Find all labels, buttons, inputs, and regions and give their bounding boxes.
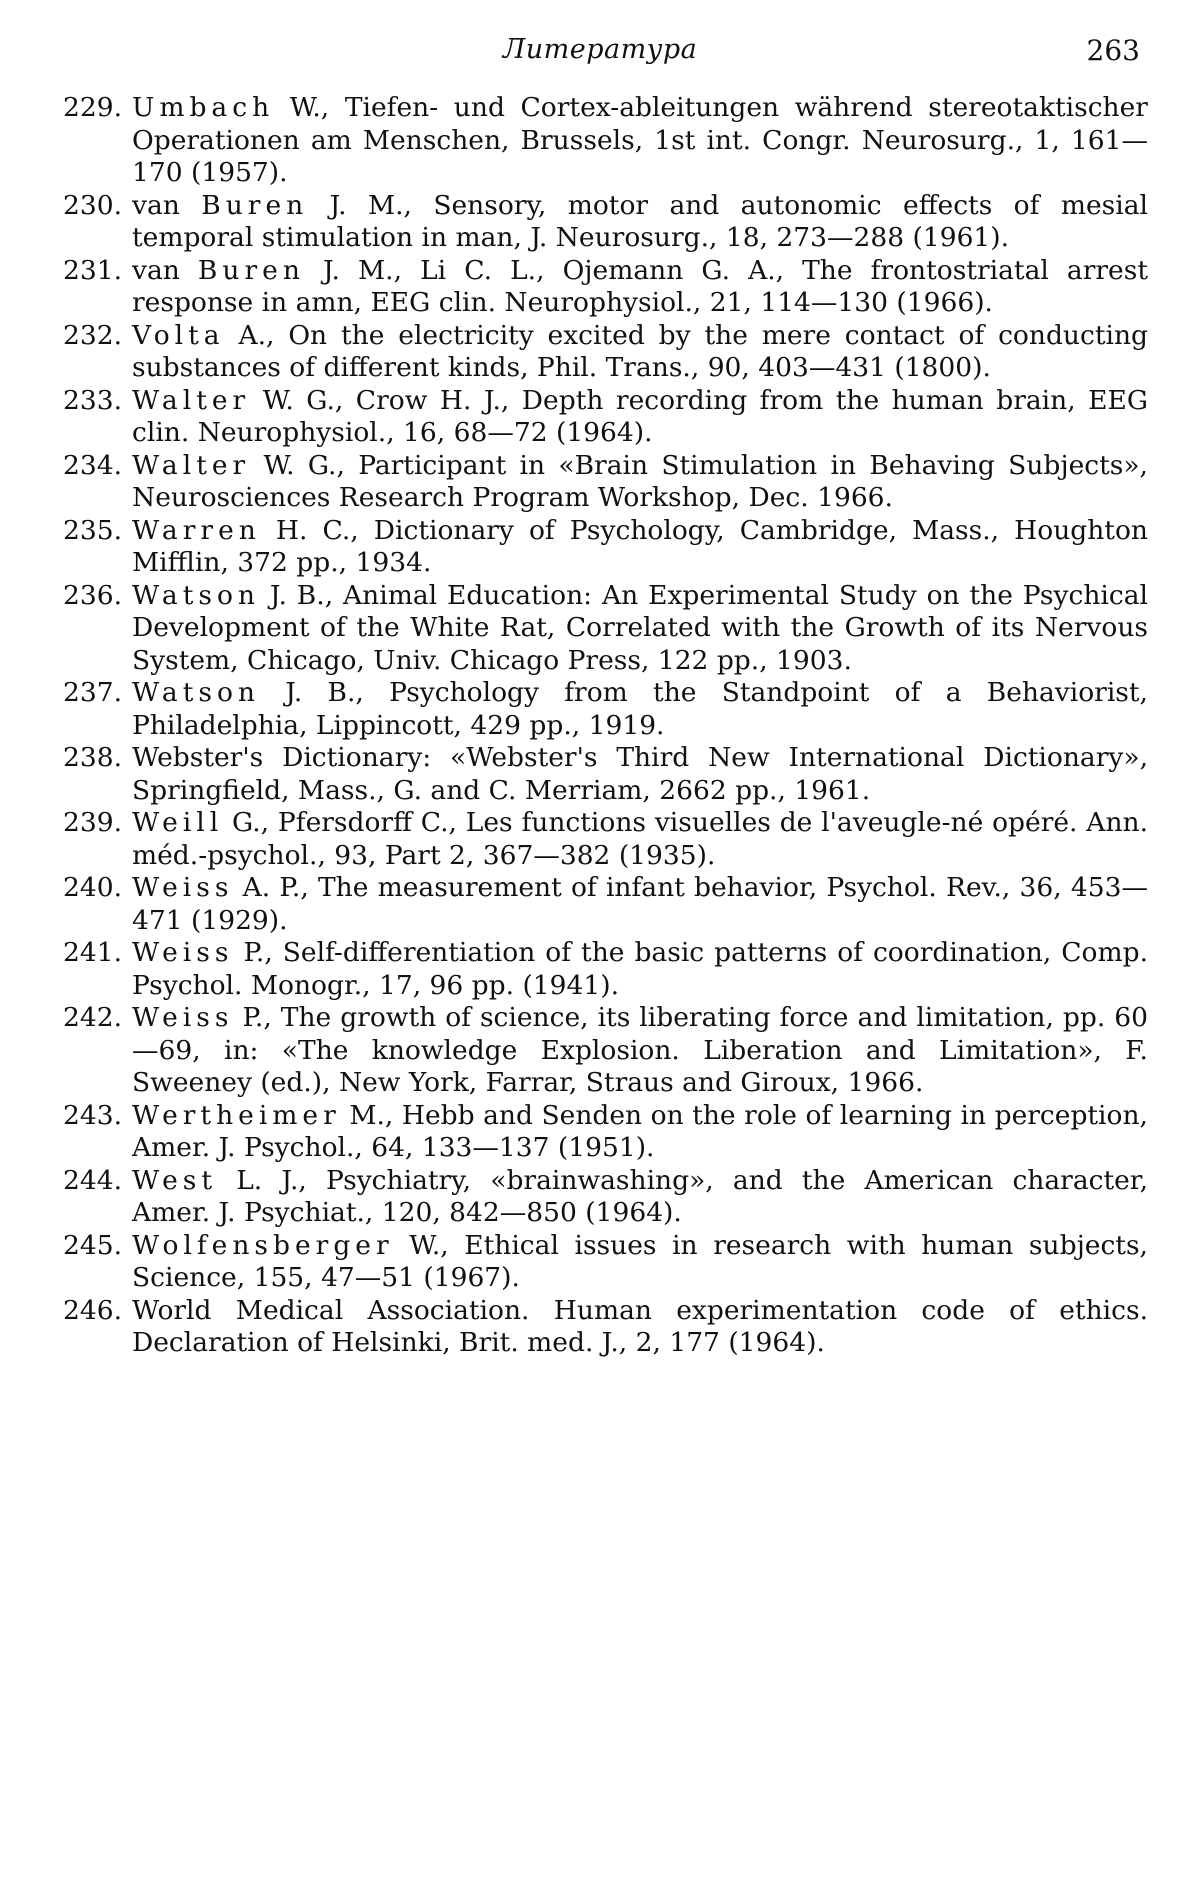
reference-number: 236. <box>62 579 122 611</box>
citation-body: J. B., Animal Education: An Experimental Study on the Psychical Development of the White Rat, Correlated with the Growth of its Nervous System, Chicago, Univ. Chicago Press, 122 pp., 1903. <box>132 579 1148 676</box>
reference-item <box>52 677 1148 742</box>
reference-number: 240. <box>62 872 122 903</box>
reference-text <box>132 937 1148 1002</box>
reference-item <box>52 807 1148 872</box>
reference-item <box>52 1295 1148 1360</box>
author-name: Weiss <box>132 1002 234 1033</box>
reference-text <box>132 677 1148 742</box>
reference-number: 242. <box>62 1002 122 1033</box>
author-prefix: van <box>132 189 202 221</box>
reference-item <box>52 92 1148 190</box>
citation-body: Webster's Dictionary: «Webster's Third New International Dictionary», Springfield, Mass., G. and C. Merriam, 2662 pp., 1961. <box>132 742 1148 806</box>
reference-text <box>132 872 1148 937</box>
reference-text <box>132 255 1148 320</box>
reference-text <box>132 385 1148 450</box>
reference-list <box>52 92 1148 1360</box>
citation-body: P., The growth of science, its liberating force and limitation, pp. 60—69, in: «The knowledge Explosion. Liberation and Limitation», F. Sweeney (ed.), New York, Farrar, Straus and Giroux, 1966. <box>132 1002 1148 1098</box>
author-name: Volta <box>132 319 225 351</box>
reference-text <box>132 807 1148 872</box>
reference-text <box>132 320 1148 385</box>
author-name: Warren <box>132 514 261 546</box>
author-prefix: van <box>132 254 198 286</box>
reference-number: 237. <box>62 677 122 708</box>
author-name: Buren <box>197 254 305 286</box>
reference-item <box>52 515 1148 580</box>
citation-body: J. B., Psychology from the Standpoint of a Behaviorist, Philadelphia, Lippincott, 429 pp., 1919. <box>132 677 1148 741</box>
reference-text <box>132 1100 1148 1165</box>
author-name: Watson <box>132 677 261 708</box>
reference-number: 235. <box>62 514 122 546</box>
reference-number: 232. <box>62 319 122 351</box>
reference-text <box>132 580 1148 678</box>
reference-item <box>52 320 1148 385</box>
reference-text <box>132 742 1148 807</box>
citation-body: H. C., Dictionary of Psychology, Cambridge, Mass., Houghton Mifflin, 372 pp., 1934. <box>132 514 1148 578</box>
reference-item <box>52 190 1148 255</box>
author-name: Walter <box>132 449 251 481</box>
running-title: Литература <box>502 34 698 65</box>
citation-body: P., Self-differentiation of the basic patterns of coordination, Comp. Psychol. Monogr., 17, 96 pp. (1941). <box>132 937 1148 1001</box>
reference-item <box>52 937 1148 1002</box>
author-name: Umbach <box>132 92 275 123</box>
citation-body: L. J., Psychiatry, «brainwashing», and the American character, Amer. J. Psychiat., 120, 842—850 (1964). <box>132 1164 1148 1228</box>
citation-body: World Medical Association. Human experimentation code of ethics. Declaration of Helsinki, Brit. med. J., 2, 177 (1964). <box>132 1294 1148 1358</box>
reference-number: 246. <box>62 1294 122 1326</box>
reference-number: 243. <box>62 1099 122 1131</box>
reference-item <box>52 1002 1148 1100</box>
reference-text <box>132 92 1148 190</box>
reference-text <box>132 1165 1148 1230</box>
reference-item <box>52 1100 1148 1165</box>
author-name: Walter <box>132 384 251 416</box>
reference-number: 233. <box>62 384 122 416</box>
citation-body: W. G., Participant in «Brain Stimulation in Behaving Subjects», Neurosciences Research Program Workshop, Dec. 1966. <box>132 449 1148 513</box>
reference-item <box>52 580 1148 678</box>
reference-item <box>52 1165 1148 1230</box>
author-name: West <box>132 1164 218 1196</box>
citation-body: J. M., Li C. L., Ojemann G. A., The frontostriatal arrest response in amn, EEG clin. Neurophysiol., 21, 114—130 (1966). <box>132 254 1148 318</box>
reference-item <box>52 385 1148 450</box>
citation-body: J. M., Sensory, motor and autonomic effects of mesial temporal stimulation in man, J. Neurosurg., 18, 273—288 (1961). <box>132 189 1148 253</box>
citation-body: M., Hebb and Senden on the role of learning in perception, Amer. J. Psychol., 64, 133—137 (1951). <box>132 1099 1148 1163</box>
page-header <box>52 28 1148 78</box>
author-name: Weiss <box>132 937 234 968</box>
author-name: Watson <box>132 579 261 611</box>
author-name: Weiss <box>132 872 234 903</box>
author-name: Wolfensberger <box>132 1229 394 1261</box>
reference-text <box>132 1002 1148 1100</box>
citation-body: W. G., Crow H. J., Depth recording from the human brain, EEG clin. Neurophysiol., 16, 68—72 (1964). <box>132 384 1148 448</box>
reference-item <box>52 450 1148 515</box>
reference-text <box>132 450 1148 515</box>
reference-item <box>52 742 1148 807</box>
reference-text <box>132 1295 1148 1360</box>
reference-number: 245. <box>62 1229 122 1261</box>
reference-number: 229. <box>62 92 122 123</box>
reference-text <box>132 190 1148 255</box>
reference-number: 244. <box>62 1164 122 1196</box>
reference-item <box>52 1230 1148 1295</box>
citation-body: W., Ethical issues in research with human subjects, Science, 155, 47—51 (1967). <box>132 1229 1148 1293</box>
reference-number: 230. <box>62 189 122 221</box>
reference-item <box>52 872 1148 937</box>
reference-number: 234. <box>62 449 122 481</box>
reference-text <box>132 515 1148 580</box>
reference-number: 239. <box>62 807 122 838</box>
author-name: Buren <box>201 189 309 221</box>
reference-number: 231. <box>62 254 122 286</box>
citation-body: A., On the electricity excited by the mere contact of conducting substances of different kinds, Phil. Trans., 90, 403—431 (1800). <box>132 319 1148 383</box>
reference-text <box>132 1230 1148 1295</box>
citation-body: G., Pfersdorff C., Les functions visuelles de l'aveugle-né opéré. Ann. méd.-psychol., 93, Part 2, 367—382 (1935). <box>132 807 1148 871</box>
author-name: Weill <box>132 807 224 838</box>
reference-number: 238. <box>62 742 122 773</box>
citation-body: W., Tiefen- und Cortex-ableitungen während stereotaktischer Operationen am Menschen, Brussels, 1st int. Congr. Neurosurg., 1, 161—170 (1957). <box>132 92 1148 188</box>
reference-number: 241. <box>62 937 122 968</box>
citation-body: A. P., The measurement of infant behavior, Psychol. Rev., 36, 453—471 (1929). <box>132 872 1148 936</box>
document-page <box>52 28 1148 1360</box>
page-number: 263 <box>1086 34 1140 67</box>
reference-item <box>52 255 1148 320</box>
author-name: Wertheimer <box>132 1099 341 1131</box>
